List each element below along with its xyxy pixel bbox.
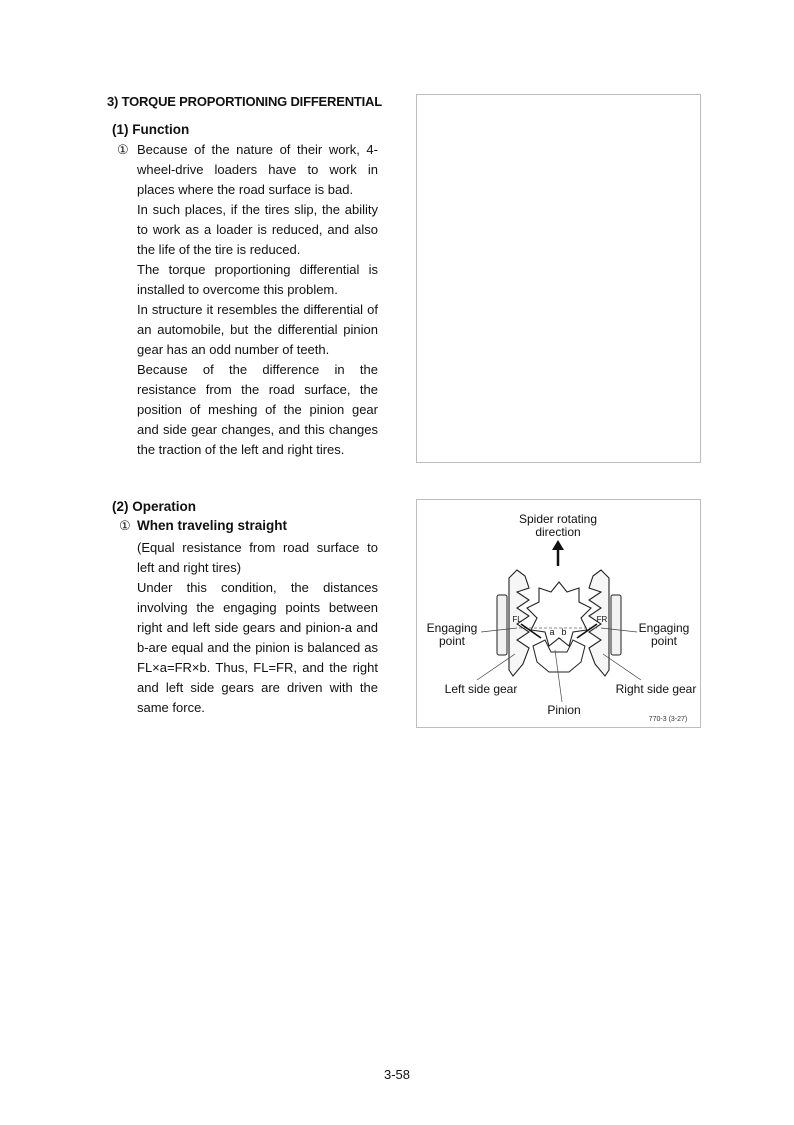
function-paragraph: In such places, if the tires slip, the ability to work as a loader is reduced, and also the life of the tire is reduced. <box>137 202 378 257</box>
function-heading: (1) Function <box>112 122 190 137</box>
function-paragraph: The torque proportioning differential is installed to overcome this problem. <box>137 262 378 297</box>
a-label: a <box>549 627 555 637</box>
page-number: 3-58 <box>383 1067 411 1082</box>
engaging-left-line1: Engaging <box>426 621 478 635</box>
right-hub-shape <box>611 595 621 655</box>
b-label: b <box>561 627 567 637</box>
operation-heading: (2) Operation <box>112 499 197 514</box>
spider-label-line1: Spider rotating <box>518 512 598 526</box>
differential-figure <box>416 499 701 728</box>
left-hub-shape <box>497 595 507 655</box>
fr-label: FR <box>596 615 608 624</box>
function-body <box>137 140 378 460</box>
engaging-point-left-label <box>423 622 481 648</box>
pinion-lower-shape <box>533 640 585 672</box>
function-paragraph: Because of the nature of their work, 4-wheel-drive loaders have to work in places where the road surface is bad. <box>137 142 378 197</box>
operation-subheading: When traveling straight <box>137 518 288 533</box>
left-side-gear-label: Left side gear <box>444 682 518 696</box>
spider-label-line2: direction <box>535 525 581 539</box>
right-side-gear-label: Right side gear <box>615 682 697 696</box>
engaging-left-line2: point <box>438 634 466 648</box>
engaging-right-line2: point <box>650 634 678 648</box>
function-paragraph: Because of the difference in the resistance from the road surface, the position of meshing of the pinion gear and side gear changes, and this changes the traction of the left and right tires. <box>137 362 378 457</box>
operation-body <box>137 538 378 718</box>
fl-label: FL <box>512 615 522 624</box>
spider-label <box>513 513 603 539</box>
engaging-point-right-label <box>635 622 693 648</box>
operation-paragraph: (Equal resistance from road surface to left and right tires) <box>137 540 378 575</box>
spider-direction-arrow <box>552 540 564 566</box>
figure-placeholder-box <box>416 94 701 463</box>
function-marker: ① <box>117 142 129 157</box>
operation-marker: ① <box>119 518 131 533</box>
operation-paragraph: Under this condition, the distances involving the engaging points between right and left side gears and pinion-a and b-are equal and the pinion is balanced as FL×a=FR×b. Thus, FL=FR, and the right and left side gears are driven with the same force. <box>137 580 378 715</box>
function-paragraph: In structure it resembles the differential of an automobile, but the differential pinion gear has an odd number of teeth. <box>137 302 378 357</box>
pinion-label: Pinion <box>547 703 581 717</box>
figure-ref: 770-3 (3-27) <box>648 716 688 723</box>
engaging-right-line1: Engaging <box>638 621 690 635</box>
section-title: 3) TORQUE PROPORTIONING DIFFERENTIAL <box>107 94 382 109</box>
